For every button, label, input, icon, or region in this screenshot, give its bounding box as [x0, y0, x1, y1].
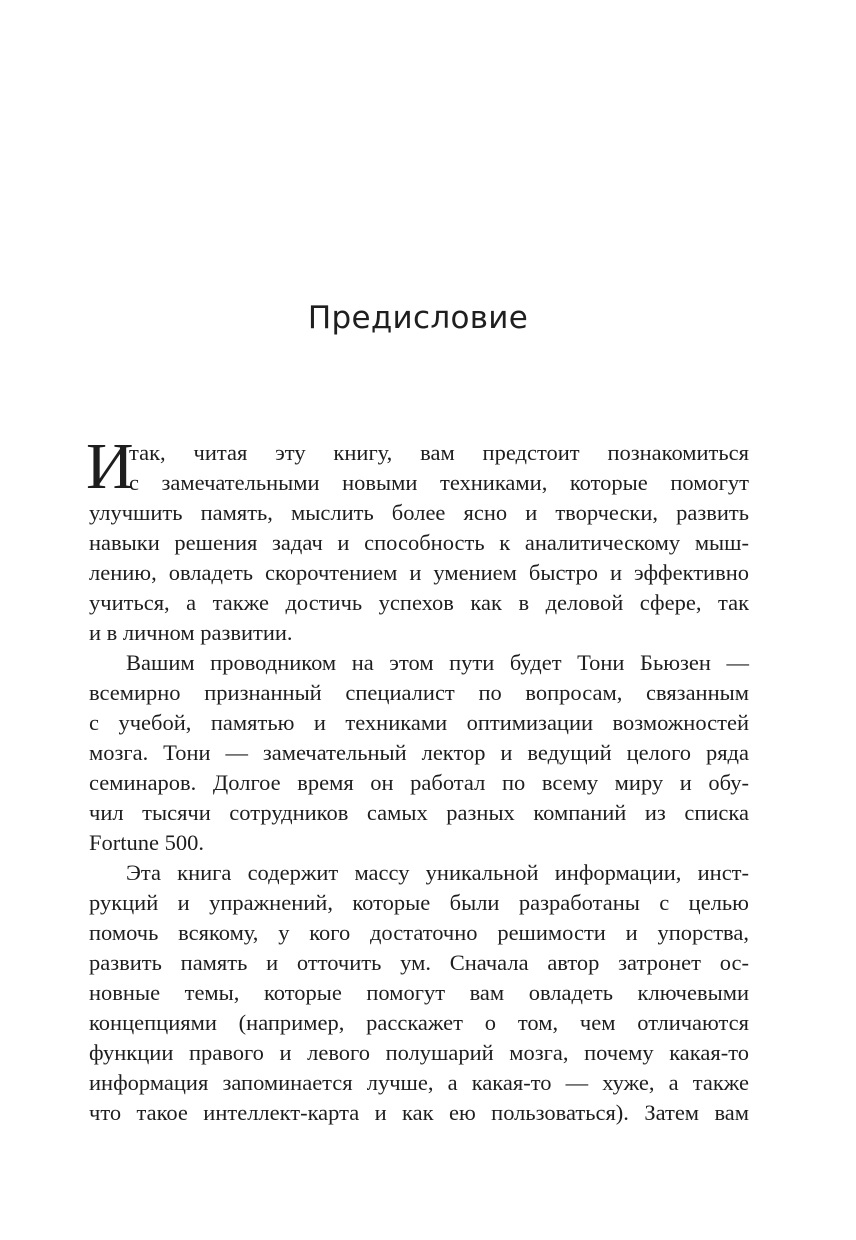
text-line: Эта книга содержит массу уникальной информации, инст-	[126, 860, 749, 885]
text-line: с замечательными новыми техниками, которые помогут	[129, 470, 749, 495]
text-line: новные темы, которые помогут вам овладеть ключевыми	[89, 980, 749, 1005]
text-line: концепциями (например, расскажет о том, чем отличаются	[89, 1010, 749, 1035]
text-line: функции правого и левого полушарий мозга, почему какая-то	[89, 1040, 749, 1065]
text-line: улучшить память, мыслить более ясно и творчески, развить	[89, 500, 749, 525]
paragraph-2	[89, 648, 749, 858]
text-line: с учебой, памятью и техниками оптимизации возможностей	[89, 710, 749, 735]
text-line: навыки решения задач и способность к аналитическому мыш-	[89, 530, 749, 555]
text-line: мозга. Тони — замечательный лектор и ведущий целого ряда	[89, 740, 749, 765]
text-line: учиться, а также достичь успехов как в деловой сфере, так	[89, 590, 749, 615]
text-line: Fortune 500.	[89, 830, 204, 855]
paragraph-1	[86, 430, 749, 648]
text-line: чил тысячи сотрудников самых разных компаний из списка	[89, 800, 749, 825]
text-line: что такое интеллект-карта и как ею пользоваться). Затем вам	[89, 1100, 749, 1125]
text-line: развить память и отточить ум. Сначала автор затронет ос-	[89, 950, 749, 975]
text-line: помочь всякому, у кого достаточно решимости и упорства,	[89, 920, 749, 945]
text-line: лению, овладеть скорочтением и умением быстро и эффективно	[89, 560, 749, 585]
body-text	[86, 430, 749, 1128]
text-line: и в личном развитии.	[89, 620, 293, 645]
paragraph-3	[89, 858, 749, 1128]
text-line: всемирно признанный специалист по вопросам, связанным	[89, 680, 749, 705]
text-line: информация запоминается лучше, а какая-то — хуже, а также	[89, 1070, 749, 1095]
text-line: семинаров. Долгое время он работал по всему миру и обу-	[89, 770, 749, 795]
text-line: так, читая эту книгу, вам предстоит познакомиться	[129, 440, 749, 465]
drop-cap: И	[86, 430, 134, 503]
text-line: рукций и упражнений, которые были разработаны с целью	[89, 890, 749, 915]
text-line: Вашим проводником на этом пути будет Тони Бьюзен —	[126, 650, 749, 675]
page-title: Предисловие	[307, 300, 529, 336]
